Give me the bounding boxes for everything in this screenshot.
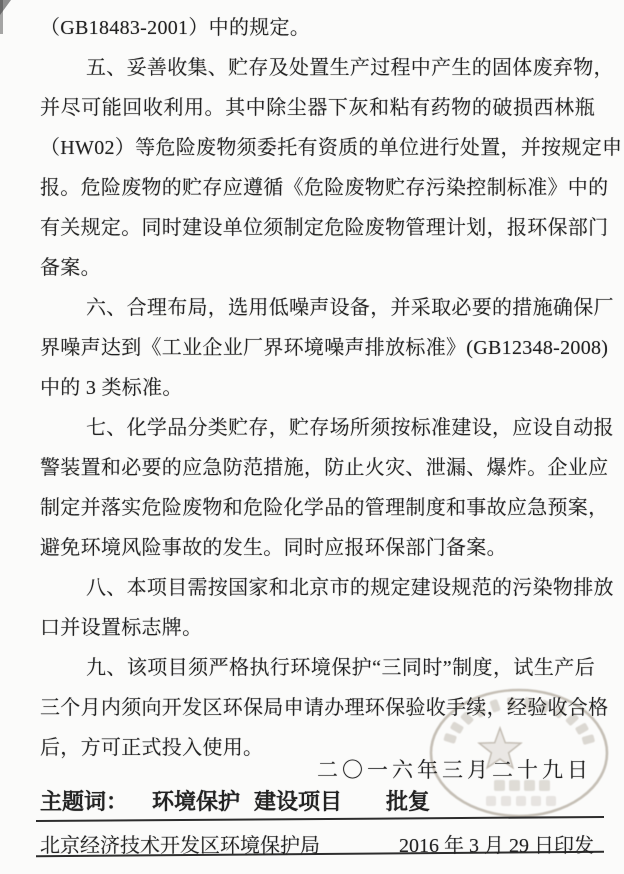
subject-keyword: 建设项目 [254,789,343,814]
body-line: 制定并落实危险废物和危险化学品的管理制度和事故应急预案， [40,497,609,519]
document-body [40,8,623,768]
body-line: 备案。 [40,257,101,279]
body-line: 界噪声达到《工业企业厂界环境噪声排放标准》(GB12348-2008) [40,337,609,359]
body-line: 报。危险废物的贮存应遵循《危险废物贮存污染控制标准》中的 [40,177,609,199]
issuing-agency: 北京经济技术开发区环境保护局 [40,835,320,857]
subject-keywords [146,785,430,816]
body-line: 七、化学品分类贮存，贮存场所须按标准建设，应设自动报 [86,417,614,439]
body-line: 五、妥善收集、贮存及处置生产过程中产生的固体废弃物， [86,57,614,79]
body-line: 并尽可能回收利用。其中除尘器下灰和粘有药物的破损西林瓶 [40,97,595,119]
subject-keyword: 批复 [386,789,431,814]
body-line: 有关规定。同时建设单位须制定危险废物管理计划，报环保部门 [40,217,609,239]
body-line: （GB18483-2001）中的规定。 [40,17,311,39]
scan-edge-artifact [0,0,3,34]
body-line: 九、该项目须严格执行环境保护“三同时”制度，试生产后 [86,657,595,679]
subject-keyword: 环境保护 [152,789,241,814]
print-date: 2016 年 3 月 29 日印发 [399,835,594,857]
body-line: 中的 3 类标准。 [40,377,183,399]
body-line: 避免环境风险事故的发生。同时应报环保部门备案。 [40,537,507,559]
body-line: 后，方可正式投入使用。 [40,737,264,759]
body-line: 八、本项目需按国家和北京市的规定建设规范的污染物排放 [86,577,614,599]
body-line: （HW02）等危险废物须委托有资质的单位进行处置，并按规定申 [40,137,623,159]
body-line: 三个月内须向开发区环保局申请办理环保验收手续，经验收合格 [40,697,609,719]
body-line: 警装置和必要的应急防范措施，防止火灾、泄漏、爆炸。企业应 [40,457,609,479]
footer-row [40,829,594,858]
body-line: 六、合理布局，选用低噪声设备，并采取必要的措施确保厂 [86,297,614,319]
subject-row [40,785,600,816]
subject-label: 主题词： [40,789,129,814]
decision-date: 二〇一六年三月二十九日 [317,758,592,782]
body-line: 口并设置标志牌。 [40,617,203,639]
